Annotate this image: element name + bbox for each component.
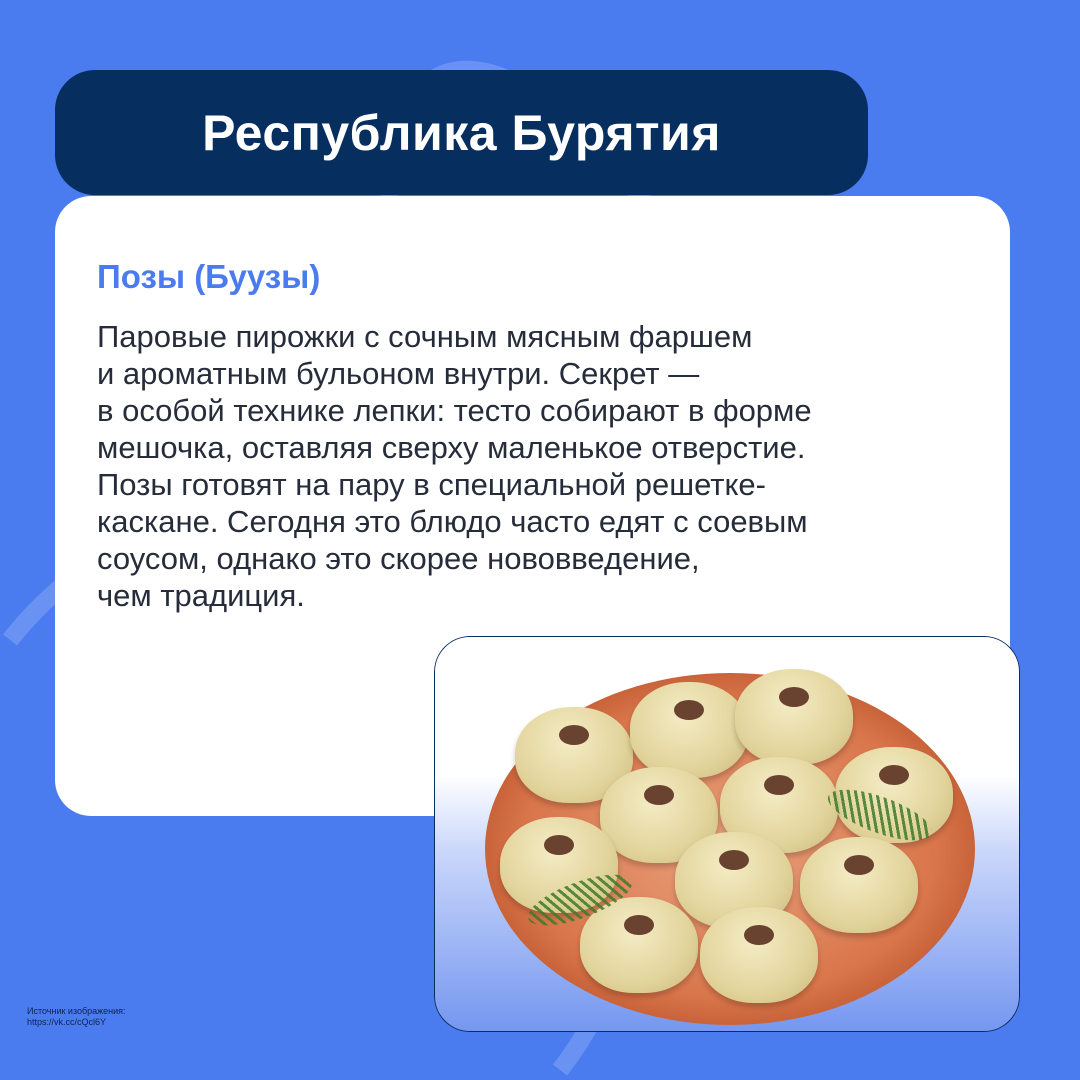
dumpling <box>800 837 918 933</box>
page-title: Республика Бурятия <box>202 104 721 161</box>
dumpling <box>630 682 748 778</box>
dish-description: Паровые пирожки с сочным мясным фаршем и ароматным бульоном внутри. Секрет — в особой технике лепки: тесто собирают в форме мешочка, оставляя сверху маленькое отверстие. Позы готовят на пару в специальной решетке- каскане. Сегодня это блюдо часто едят с соевым соусом, однако это скорее нововведение, чем традиция. <box>97 319 812 613</box>
dumpling <box>735 669 853 765</box>
source-link[interactable]: https://vk.cc/cQcl6Y <box>27 1017 107 1027</box>
source-label: Источник изображения: <box>27 1006 126 1016</box>
title-banner <box>55 70 868 195</box>
dish-name: Позы (Буузы) <box>97 258 321 295</box>
dish-photo <box>434 636 1020 1032</box>
dumpling <box>700 907 818 1003</box>
image-source <box>27 1006 126 1028</box>
